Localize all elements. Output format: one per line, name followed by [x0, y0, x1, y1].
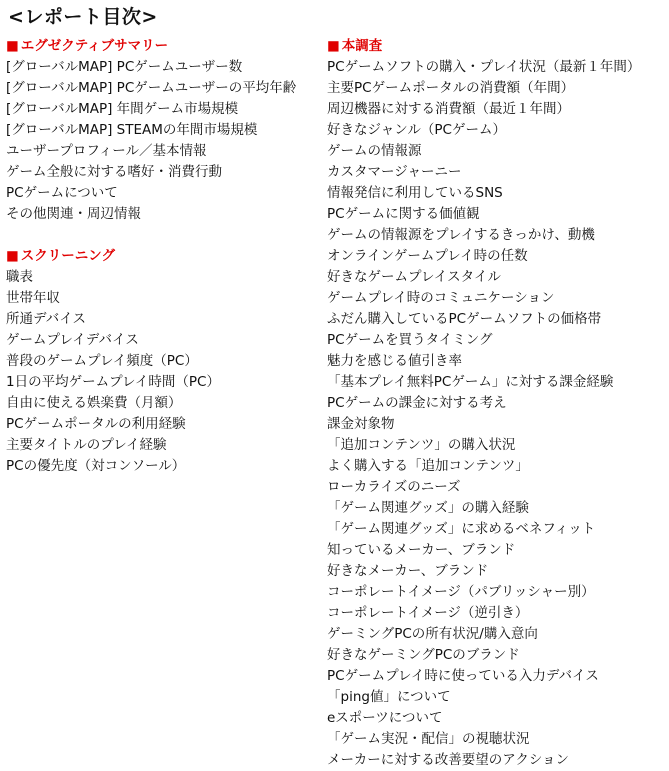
toc-item: 課金対象物 [327, 416, 395, 432]
toc-item: 主要タイトルのプレイ経験 [6, 437, 167, 453]
toc-item: PCゲームポータルの利用経験 [6, 416, 186, 432]
section-heading [6, 246, 306, 267]
toc-item: コーポレートイメージ（パブリッシャー別） [327, 584, 595, 600]
toc-item: 周辺機器に対する消費額（最近１年間） [327, 101, 570, 117]
toc-item: 「ゲーム実況・配信」の視聴状況 [327, 731, 530, 747]
toc-item: [グローバルMAP] 年間ゲーム市場規模 [6, 101, 239, 117]
toc-item-list [6, 267, 306, 477]
left-column [6, 36, 306, 477]
toc-item: 魅力を感じる値引き率 [327, 353, 462, 369]
toc-item: コーポレートイメージ（逆引き） [327, 605, 529, 621]
toc-item: 1日の平均ゲームプレイ時間（PC） [6, 374, 220, 390]
section-heading [6, 36, 306, 57]
toc-item: 世帯年収 [6, 290, 60, 306]
toc-item: 「ゲーム関連グッズ」の購入経験 [327, 500, 529, 516]
toc-item: 知っているメーカー、ブランド [327, 542, 516, 558]
toc-item: [グローバルMAP] PCゲームユーザーの平均年齢 [6, 80, 297, 96]
red-square-marker: ■ [327, 38, 340, 54]
toc-item-list [6, 57, 306, 225]
toc-item: 主要PCゲームポータルの消費額（年間） [327, 80, 575, 96]
left-column-section [6, 246, 306, 477]
toc-item: 好きなゲーミングPCのブランド [327, 647, 520, 663]
toc-item: 普段のゲームプレイ頻度（PC） [6, 353, 198, 369]
toc-item: ゲームプレイデバイス [6, 332, 139, 348]
toc-item: ゲームの情報源をプレイするきっかけ、動機 [327, 227, 595, 243]
toc-item: ユーザープロフィール／基本情報 [6, 143, 207, 159]
left-column-section [6, 36, 306, 225]
toc-item: PCゲームを買うタイミング [327, 332, 493, 348]
toc-item: カスタマージャーニー [327, 164, 462, 180]
right-column-section [327, 36, 667, 771]
toc-item: PCゲームソフトの購入・プレイ状況（最新１年間） [327, 59, 641, 75]
toc-item: 「基本プレイ無料PCゲーム」に対する課金経験 [327, 374, 614, 390]
toc-item: その他関連・周辺情報 [6, 206, 141, 222]
toc-item: PCゲームの課金に対する考え [327, 395, 507, 411]
toc-item: ローカライズのニーズ [327, 479, 461, 495]
toc-item: eスポーツについて [327, 710, 443, 726]
toc-item: 自由に使える娯楽費（月額） [6, 395, 182, 411]
toc-item: 「追加コンテンツ」の購入状況 [327, 437, 516, 453]
red-square-marker: ■ [6, 248, 19, 264]
page-title: <レポート目次> [8, 6, 158, 28]
toc-item-list [327, 57, 667, 771]
toc-item: 情報発信に利用しているSNS [327, 185, 503, 201]
toc-item: PCゲームについて [6, 185, 118, 201]
toc-item: メーカーに対する改善要望のアクション [327, 752, 570, 768]
toc-item: 職表 [6, 269, 33, 285]
toc-item: [グローバルMAP] PCゲームユーザー数 [6, 59, 243, 75]
toc-item: 好きなゲームプレイスタイル [327, 269, 501, 285]
toc-item: 好きなジャンル（PCゲーム） [327, 122, 506, 138]
toc-item: ふだん購入しているPCゲームソフトの価格帯 [327, 311, 602, 327]
section-heading-label: エグゼクティブサマリー [20, 38, 169, 54]
toc-item: 「ゲーム関連グッズ」に求めるベネフィット [327, 521, 596, 537]
toc-item: PCゲームに関する価値観 [327, 206, 480, 222]
toc-item: 所通デバイス [6, 311, 87, 327]
toc-item: よく購入する「追加コンテンツ」 [327, 458, 529, 474]
toc-item: PCの優先度（対コンソール） [6, 458, 186, 474]
section-heading-label: 本調査 [341, 38, 383, 54]
toc-item: ゲーミングPCの所有状況/購入意向 [327, 626, 538, 642]
toc-item: PCゲームプレイ時に使っている入力デバイス [327, 668, 599, 684]
toc-item: 「ping値」について [327, 689, 451, 705]
toc-item: [グローバルMAP] STEAMの年間市場規模 [6, 122, 258, 138]
section-heading [327, 36, 667, 57]
toc-item: ゲームプレイ時のコミュニケーション [327, 290, 555, 306]
toc-item: ゲーム全般に対する嗜好・消費行動 [6, 164, 222, 180]
section-heading-label: スクリーニング [20, 248, 115, 264]
right-column [327, 36, 667, 771]
red-square-marker: ■ [6, 38, 19, 54]
toc-item: ゲームの情報源 [327, 143, 422, 159]
toc-item: オンラインゲームプレイ時の任数 [327, 248, 528, 264]
toc-item: 好きなメーカー、ブランド [327, 563, 489, 579]
